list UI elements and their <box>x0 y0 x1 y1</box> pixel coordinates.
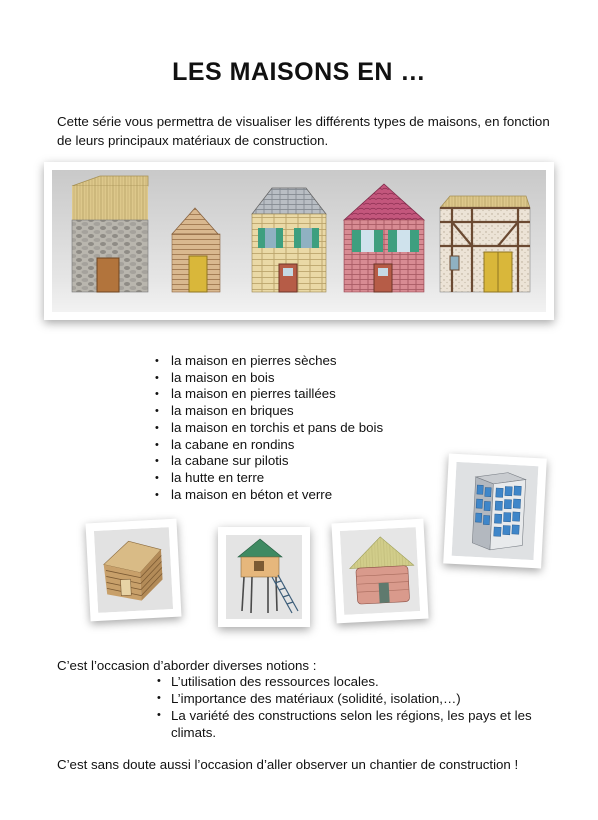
bullet-icon: • <box>157 692 161 704</box>
bullet-icon: • <box>155 488 159 501</box>
closing-paragraph: C’est sans doute aussi l’occasion d’aller observer un chantier de construction ! <box>57 757 519 772</box>
houses-main-photo <box>44 162 554 320</box>
list-item: • la maison en torchis et pans de bois <box>155 419 384 435</box>
list-item: • la maison en bois <box>155 369 275 385</box>
bullet-icon: • <box>155 355 159 367</box>
bullet-icon: • <box>155 405 159 418</box>
bullet-icon: • <box>155 388 159 401</box>
bullet-icon: • <box>155 471 159 484</box>
list-item: • la cabane en rondins <box>155 436 295 452</box>
intro-paragraph: Cette série vous permettra de visualiser les différents types de maisons, en fonction de leurs principaux matériaux de construction. <box>57 114 550 148</box>
bullet-icon: • <box>155 438 159 451</box>
notions-intro: C’est l’occasion d’aborder diverses notions : <box>57 658 317 673</box>
bullet-icon: • <box>155 421 159 434</box>
earth-hut-photo <box>331 519 428 624</box>
list-item: • L’importance des matériaux (solidité, isolation,…) <box>157 691 461 706</box>
page-title: LES MAISONS EN … <box>172 58 426 86</box>
list-item: • la hutte en terre <box>155 469 265 485</box>
list-item: • la maison en béton et verre <box>155 486 333 502</box>
list-item: • La variété des constructions selon les régions, les pays et les climats. <box>157 708 532 740</box>
bullet-icon: • <box>157 709 161 721</box>
log-cabin-photo <box>85 519 181 622</box>
list-item: • L’utilisation des ressources locales. <box>157 674 379 689</box>
house-types-list <box>152 353 383 503</box>
list-item: • la cabane sur pilotis <box>155 453 289 469</box>
concrete-house-photo <box>443 454 547 569</box>
notions-list <box>154 673 554 741</box>
bullet-icon: • <box>155 371 159 384</box>
bullet-icon: • <box>157 675 161 687</box>
list-item: • la maison en pierres sèches <box>155 353 337 368</box>
stilt-hut-photo <box>218 527 310 627</box>
list-item: • la maison en briques <box>155 403 294 419</box>
bullet-icon: • <box>155 455 159 468</box>
list-item: • la maison en pierres taillées <box>155 386 336 402</box>
